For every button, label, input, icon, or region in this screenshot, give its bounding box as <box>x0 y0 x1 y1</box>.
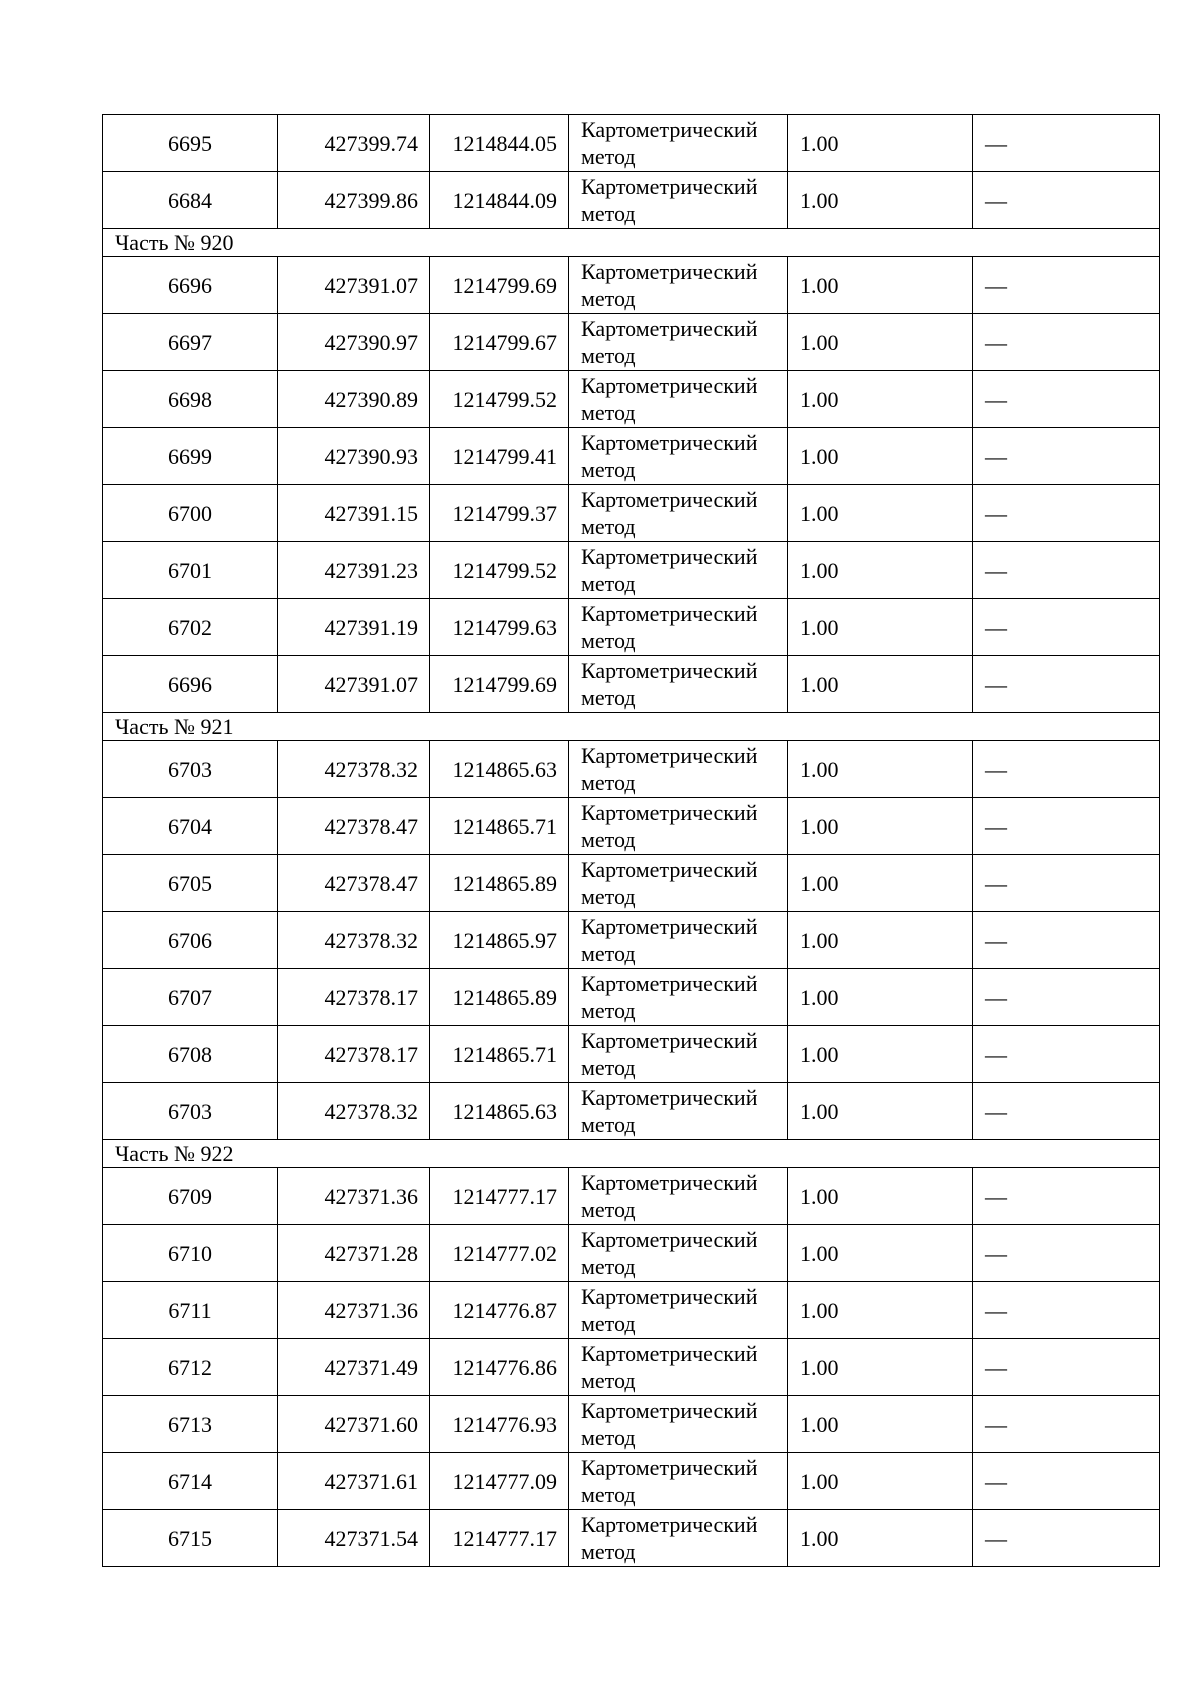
x-coordinate-cell: 427390.89 <box>278 371 430 428</box>
x-coordinate-cell: 427371.49 <box>278 1339 430 1396</box>
y-coordinate-cell: 1214799.41 <box>430 428 569 485</box>
description-cell: — <box>973 428 1160 485</box>
y-coordinate-cell: 1214865.89 <box>430 855 569 912</box>
y-coordinate-cell: 1214799.52 <box>430 542 569 599</box>
method-line-2: метод <box>581 685 636 710</box>
table-row <box>103 1396 1160 1453</box>
table-row <box>103 314 1160 371</box>
method-line-1: Картометрический <box>581 1170 758 1195</box>
point-number-cell: 6707 <box>103 969 278 1026</box>
y-coordinate-cell: 1214865.89 <box>430 969 569 1026</box>
method-line-2: метод <box>581 1197 636 1222</box>
x-coordinate-cell: 427378.47 <box>278 855 430 912</box>
table-row <box>103 257 1160 314</box>
y-coordinate-cell: 1214777.17 <box>430 1168 569 1225</box>
table-row <box>103 1083 1160 1140</box>
table-row <box>103 542 1160 599</box>
description-cell: — <box>973 656 1160 713</box>
point-number-cell: 6684 <box>103 172 278 229</box>
part-header-row <box>103 713 1160 741</box>
y-coordinate-cell: 1214799.67 <box>430 314 569 371</box>
accuracy-cell: 1.00 <box>788 855 973 912</box>
x-coordinate-cell: 427391.07 <box>278 257 430 314</box>
accuracy-cell: 1.00 <box>788 741 973 798</box>
method-cell <box>569 485 788 542</box>
point-number-cell: 6698 <box>103 371 278 428</box>
table-row <box>103 1282 1160 1339</box>
method-line-1: Картометрический <box>581 743 758 768</box>
x-coordinate-cell: 427390.93 <box>278 428 430 485</box>
method-cell <box>569 741 788 798</box>
accuracy-cell: 1.00 <box>788 798 973 855</box>
point-number-cell: 6697 <box>103 314 278 371</box>
description-cell: — <box>973 1282 1160 1339</box>
accuracy-cell: 1.00 <box>788 428 973 485</box>
point-number-cell: 6704 <box>103 798 278 855</box>
description-cell: — <box>973 314 1160 371</box>
accuracy-cell: 1.00 <box>788 115 973 172</box>
description-cell: — <box>973 115 1160 172</box>
coordinates-table <box>102 114 1160 1567</box>
x-coordinate-cell: 427391.19 <box>278 599 430 656</box>
y-coordinate-cell: 1214799.52 <box>430 371 569 428</box>
x-coordinate-cell: 427399.74 <box>278 115 430 172</box>
description-cell: — <box>973 1510 1160 1567</box>
accuracy-cell: 1.00 <box>788 542 973 599</box>
y-coordinate-cell: 1214865.63 <box>430 741 569 798</box>
accuracy-cell: 1.00 <box>788 1168 973 1225</box>
part-label: Часть № 920 <box>103 229 1160 257</box>
accuracy-cell: 1.00 <box>788 1396 973 1453</box>
method-cell <box>569 1083 788 1140</box>
description-cell: — <box>973 741 1160 798</box>
description-cell: — <box>973 1168 1160 1225</box>
x-coordinate-cell: 427399.86 <box>278 172 430 229</box>
point-number-cell: 6701 <box>103 542 278 599</box>
x-coordinate-cell: 427371.36 <box>278 1282 430 1339</box>
point-number-cell: 6709 <box>103 1168 278 1225</box>
description-cell: — <box>973 172 1160 229</box>
method-line-2: метод <box>581 514 636 539</box>
x-coordinate-cell: 427378.32 <box>278 741 430 798</box>
method-line-1: Картометрический <box>581 1455 758 1480</box>
table-row <box>103 172 1160 229</box>
point-number-cell: 6711 <box>103 1282 278 1339</box>
method-line-1: Картометрический <box>581 914 758 939</box>
method-line-2: метод <box>581 144 636 169</box>
point-number-cell: 6703 <box>103 1083 278 1140</box>
part-label: Часть № 921 <box>103 713 1160 741</box>
y-coordinate-cell: 1214844.05 <box>430 115 569 172</box>
y-coordinate-cell: 1214799.37 <box>430 485 569 542</box>
method-line-1: Картометрический <box>581 601 758 626</box>
accuracy-cell: 1.00 <box>788 257 973 314</box>
point-number-cell: 6699 <box>103 428 278 485</box>
x-coordinate-cell: 427371.36 <box>278 1168 430 1225</box>
y-coordinate-cell: 1214865.97 <box>430 912 569 969</box>
description-cell: — <box>973 1026 1160 1083</box>
method-line-2: метод <box>581 571 636 596</box>
method-line-1: Картометрический <box>581 1227 758 1252</box>
table-row <box>103 855 1160 912</box>
accuracy-cell: 1.00 <box>788 1510 973 1567</box>
point-number-cell: 6703 <box>103 741 278 798</box>
method-cell <box>569 371 788 428</box>
method-cell <box>569 798 788 855</box>
point-number-cell: 6710 <box>103 1225 278 1282</box>
y-coordinate-cell: 1214776.87 <box>430 1282 569 1339</box>
table-row <box>103 656 1160 713</box>
accuracy-cell: 1.00 <box>788 969 973 1026</box>
method-line-2: метод <box>581 1539 636 1564</box>
method-line-2: метод <box>581 1112 636 1137</box>
accuracy-cell: 1.00 <box>788 1453 973 1510</box>
y-coordinate-cell: 1214844.09 <box>430 172 569 229</box>
table-row <box>103 1453 1160 1510</box>
x-coordinate-cell: 427378.17 <box>278 969 430 1026</box>
y-coordinate-cell: 1214777.02 <box>430 1225 569 1282</box>
table-body <box>103 115 1160 1567</box>
method-cell <box>569 428 788 485</box>
description-cell: — <box>973 912 1160 969</box>
table-row <box>103 485 1160 542</box>
y-coordinate-cell: 1214777.09 <box>430 1453 569 1510</box>
description-cell: — <box>973 1225 1160 1282</box>
method-line-1: Картометрический <box>581 544 758 569</box>
table-row <box>103 912 1160 969</box>
method-line-1: Картометрический <box>581 1284 758 1309</box>
y-coordinate-cell: 1214776.86 <box>430 1339 569 1396</box>
point-number-cell: 6714 <box>103 1453 278 1510</box>
table-row <box>103 599 1160 656</box>
method-cell <box>569 855 788 912</box>
description-cell: — <box>973 371 1160 428</box>
method-cell <box>569 1453 788 1510</box>
accuracy-cell: 1.00 <box>788 485 973 542</box>
point-number-cell: 6706 <box>103 912 278 969</box>
y-coordinate-cell: 1214865.71 <box>430 798 569 855</box>
method-cell <box>569 172 788 229</box>
accuracy-cell: 1.00 <box>788 599 973 656</box>
method-line-1: Картометрический <box>581 430 758 455</box>
method-line-1: Картометрический <box>581 174 758 199</box>
method-cell <box>569 912 788 969</box>
method-line-1: Картометрический <box>581 373 758 398</box>
method-cell <box>569 1026 788 1083</box>
description-cell: — <box>973 969 1160 1026</box>
method-line-1: Картометрический <box>581 1028 758 1053</box>
method-line-2: метод <box>581 1055 636 1080</box>
description-cell: — <box>973 1396 1160 1453</box>
method-line-2: метод <box>581 1425 636 1450</box>
description-cell: — <box>973 798 1160 855</box>
method-line-2: метод <box>581 827 636 852</box>
x-coordinate-cell: 427391.23 <box>278 542 430 599</box>
y-coordinate-cell: 1214776.93 <box>430 1396 569 1453</box>
accuracy-cell: 1.00 <box>788 371 973 428</box>
x-coordinate-cell: 427371.60 <box>278 1396 430 1453</box>
accuracy-cell: 1.00 <box>788 1225 973 1282</box>
method-line-1: Картометрический <box>581 658 758 683</box>
accuracy-cell: 1.00 <box>788 314 973 371</box>
description-cell: — <box>973 855 1160 912</box>
method-line-1: Картометрический <box>581 1512 758 1537</box>
method-cell <box>569 1396 788 1453</box>
point-number-cell: 6705 <box>103 855 278 912</box>
method-cell <box>569 969 788 1026</box>
x-coordinate-cell: 427371.61 <box>278 1453 430 1510</box>
method-line-2: метод <box>581 343 636 368</box>
method-cell <box>569 1510 788 1567</box>
accuracy-cell: 1.00 <box>788 1083 973 1140</box>
description-cell: — <box>973 1083 1160 1140</box>
point-number-cell: 6696 <box>103 257 278 314</box>
method-line-1: Картометрический <box>581 800 758 825</box>
method-line-2: метод <box>581 941 636 966</box>
y-coordinate-cell: 1214865.71 <box>430 1026 569 1083</box>
table-row <box>103 1026 1160 1083</box>
method-line-2: метод <box>581 628 636 653</box>
method-line-2: метод <box>581 998 636 1023</box>
method-cell <box>569 599 788 656</box>
y-coordinate-cell: 1214777.17 <box>430 1510 569 1567</box>
accuracy-cell: 1.00 <box>788 1026 973 1083</box>
table-row <box>103 798 1160 855</box>
method-cell <box>569 1225 788 1282</box>
y-coordinate-cell: 1214865.63 <box>430 1083 569 1140</box>
method-cell <box>569 656 788 713</box>
y-coordinate-cell: 1214799.69 <box>430 257 569 314</box>
part-label: Часть № 922 <box>103 1140 1160 1168</box>
method-line-2: метод <box>581 1368 636 1393</box>
method-line-1: Картометрический <box>581 1341 758 1366</box>
description-cell: — <box>973 599 1160 656</box>
method-line-1: Картометрический <box>581 117 758 142</box>
x-coordinate-cell: 427371.28 <box>278 1225 430 1282</box>
description-cell: — <box>973 257 1160 314</box>
point-number-cell: 6715 <box>103 1510 278 1567</box>
x-coordinate-cell: 427371.54 <box>278 1510 430 1567</box>
method-line-1: Картометрический <box>581 259 758 284</box>
x-coordinate-cell: 427391.07 <box>278 656 430 713</box>
method-line-2: метод <box>581 286 636 311</box>
table-row <box>103 1225 1160 1282</box>
description-cell: — <box>973 485 1160 542</box>
y-coordinate-cell: 1214799.63 <box>430 599 569 656</box>
x-coordinate-cell: 427378.32 <box>278 1083 430 1140</box>
description-cell: — <box>973 542 1160 599</box>
x-coordinate-cell: 427378.17 <box>278 1026 430 1083</box>
accuracy-cell: 1.00 <box>788 912 973 969</box>
table-row <box>103 428 1160 485</box>
method-line-2: метод <box>581 884 636 909</box>
accuracy-cell: 1.00 <box>788 1339 973 1396</box>
y-coordinate-cell: 1214799.69 <box>430 656 569 713</box>
point-number-cell: 6696 <box>103 656 278 713</box>
part-header-row <box>103 1140 1160 1168</box>
method-cell <box>569 257 788 314</box>
part-header-row <box>103 229 1160 257</box>
method-line-2: метод <box>581 400 636 425</box>
method-line-2: метод <box>581 1482 636 1507</box>
x-coordinate-cell: 427391.15 <box>278 485 430 542</box>
method-cell <box>569 1339 788 1396</box>
x-coordinate-cell: 427378.47 <box>278 798 430 855</box>
method-cell <box>569 542 788 599</box>
table-row <box>103 371 1160 428</box>
method-line-1: Картометрический <box>581 857 758 882</box>
table-row <box>103 969 1160 1026</box>
table-row <box>103 741 1160 798</box>
method-line-1: Картометрический <box>581 487 758 512</box>
method-cell <box>569 115 788 172</box>
method-line-1: Картометрический <box>581 971 758 996</box>
method-cell <box>569 1168 788 1225</box>
method-line-1: Картометрический <box>581 316 758 341</box>
method-cell <box>569 314 788 371</box>
method-line-2: метод <box>581 1254 636 1279</box>
description-cell: — <box>973 1453 1160 1510</box>
table-row <box>103 1339 1160 1396</box>
description-cell: — <box>973 1339 1160 1396</box>
x-coordinate-cell: 427390.97 <box>278 314 430 371</box>
method-line-1: Картометрический <box>581 1398 758 1423</box>
accuracy-cell: 1.00 <box>788 1282 973 1339</box>
accuracy-cell: 1.00 <box>788 656 973 713</box>
table-row <box>103 115 1160 172</box>
point-number-cell: 6713 <box>103 1396 278 1453</box>
point-number-cell: 6708 <box>103 1026 278 1083</box>
method-line-2: метод <box>581 770 636 795</box>
method-line-1: Картометрический <box>581 1085 758 1110</box>
method-line-2: метод <box>581 201 636 226</box>
method-line-2: метод <box>581 457 636 482</box>
table-row <box>103 1510 1160 1567</box>
x-coordinate-cell: 427378.32 <box>278 912 430 969</box>
method-cell <box>569 1282 788 1339</box>
point-number-cell: 6695 <box>103 115 278 172</box>
method-line-2: метод <box>581 1311 636 1336</box>
point-number-cell: 6700 <box>103 485 278 542</box>
accuracy-cell: 1.00 <box>788 172 973 229</box>
point-number-cell: 6712 <box>103 1339 278 1396</box>
table-row <box>103 1168 1160 1225</box>
point-number-cell: 6702 <box>103 599 278 656</box>
